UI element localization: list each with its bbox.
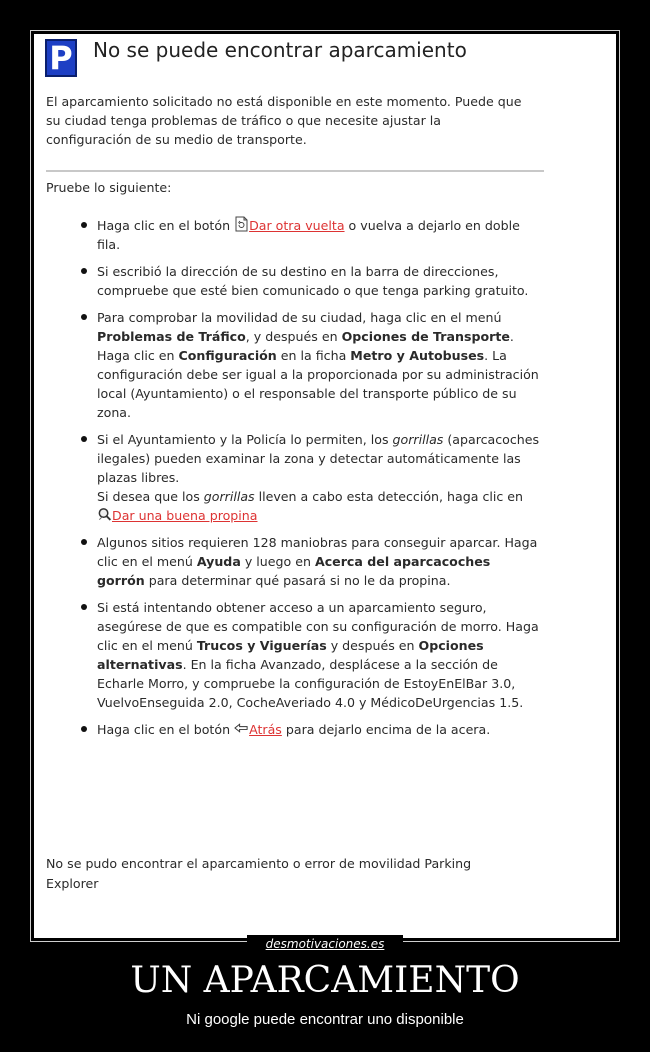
item-text: lleven a cabo esta detección, haga clic en [254,489,524,504]
magnifier-icon [97,508,112,523]
bold-text: Opciones alternativas [97,638,484,672]
bold-text: Metro y Autobuses [350,348,485,363]
action-link[interactable]: Dar otra vuelta [249,218,345,233]
bullet [81,268,87,274]
list-item [34,430,542,525]
item-text: . La configuración debe ser igual a la proporcionada por su administración local (Ayuntamiento) o el responsable del transporte público de su zona. [97,348,539,420]
poster-subcaption: Ni google puede encontrar uno disponible [186,1011,464,1028]
bold-text: Opciones de Transporte [341,329,510,344]
item-text: Si desea que los [97,489,204,504]
item-text: Si el Ayuntamiento y la Policía lo permiten, los [97,432,393,447]
bullet [81,539,87,545]
item-text: Algunos sitios requieren 128 maniobras para conseguir aparcar. Haga clic en el menú [97,535,538,569]
item-text: para dejarlo encima de la acera. [281,722,491,737]
suggestion-list [34,216,616,747]
item-text: Haga clic en el botón [97,218,235,233]
item-text: o vuelva a dejarlo en doble fila. [97,218,520,252]
bold-text: Trucos y Viguerías [196,638,327,653]
bullet [81,222,87,228]
list-item [34,598,542,712]
action-link[interactable]: Dar una buena propina [112,508,258,523]
item-text: , y después en [245,329,342,344]
item-text: y luego en [240,554,315,569]
list-item [34,720,542,739]
item-text: Haga clic en el botón [97,722,235,737]
italic-text: gorrillas [203,489,255,504]
item-text: y después en [326,638,419,653]
list-item [34,308,542,422]
bold-text: Problemas de Tráfico [97,329,246,344]
parking-icon: P [45,39,77,77]
bullet [81,726,87,732]
item-text: Si escribió la dirección de su destino en la barra de direcciones, compruebe que esté bien comunicado o que tenga parking gratuito. [97,264,529,298]
item-text: Para comprobar la movilidad de su ciudad, haga clic en el menú [97,310,502,325]
back-arrow-icon [234,722,249,737]
list-item [34,533,542,590]
watermark[interactable]: desmotivaciones.es [247,935,403,953]
list-item [34,216,542,254]
divider [46,170,544,172]
bold-text: Ayuda [196,554,241,569]
refresh-page-icon [234,218,249,233]
item-text: (aparcacoches ilegales) pueden examinar la zona y detectar automáticamente las plazas libres. [97,432,540,485]
list-item [34,262,542,300]
italic-text: gorrillas [392,432,444,447]
page-title: No se puede encontrar aparcamiento [93,38,467,62]
bullet [81,314,87,320]
bold-text: Acerca del aparcacoches gorrón [97,554,491,588]
item-text: en la ficha [276,348,351,363]
intro-text: El aparcamiento solicitado no está disponible en este momento. Puede que su ciudad tenga problemas de tráfico o que necesite ajustar la configuración de su medio de transporte. [46,94,522,147]
error-page [34,34,616,938]
item-text: . Haga clic en [97,329,514,363]
try-label: Pruebe lo siguiente: [46,180,172,195]
bullet [81,604,87,610]
item-text: para determinar qué pasará si no le da propina. [144,573,451,588]
poster-caption: UN APARCAMIENTO [130,960,520,1001]
action-link[interactable]: Atrás [249,722,282,737]
bold-text: Configuración [178,348,277,363]
bullet [81,436,87,442]
item-text: . En la ficha Avanzado, desplácese a la sección de Echarle Morro, y compruebe la configuración de EstoyEnElBar 3.0, VuelvoEnseguida 2.0, CocheAveriado 4.0 y MédicoDeUrgencias 1.5. [97,657,524,710]
footer-text: No se pudo encontrar el aparcamiento o error de movilidad Parking Explorer [46,856,472,891]
item-text: Si está intentando obtener acceso a un aparcamiento seguro, asegúrese de que es compatible con su configuración de morro. Haga clic en el menú [97,600,539,653]
